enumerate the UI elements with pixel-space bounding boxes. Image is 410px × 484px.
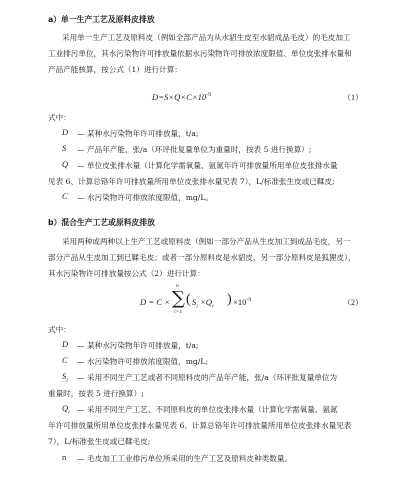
left-paren-icon: (: [186, 292, 191, 307]
formula-2-sub: i: [212, 303, 214, 310]
formula-1-body: D=S×Q×C×10: [152, 92, 207, 102]
symbol-main: S: [62, 372, 67, 381]
section-a-paragraph-line: 产品产能核算，按公式（1）进行计算：: [48, 65, 182, 74]
where-label: 式中：: [48, 325, 71, 334]
definition-text: — 采用不同生产工艺或者不同原料皮的产品年产能，张/a（环评批复量单位为: [77, 373, 338, 382]
formula-1-exponent: -9: [206, 92, 211, 99]
section-a-heading: a）单一生产工艺及原料皮排放: [48, 15, 155, 24]
definition-text: — 单位皮张排水量（计算化学需氧量、氨氮年许可排放量所用单位皮张排水量: [77, 161, 338, 170]
section-b-paragraph-line: 其水污染物许可排放量按公式（2）进行计算：: [48, 269, 205, 278]
formula-2-mid: ×Q: [197, 297, 213, 307]
formula-2-number: （2）: [343, 298, 363, 307]
definition-symbol: D: [62, 128, 69, 137]
definition-text-continued: 7），L/标准张生皮或已鞣毛皮;: [48, 437, 151, 446]
formula-2-s: S: [192, 297, 197, 307]
symbol-main: Q: [62, 404, 69, 413]
definition-text-continued: 见表 6、计算总铬年许可排放量所用单位皮张排水量见表 7），L/标准张生皮或已鞣皮;: [48, 177, 335, 186]
definition-text: — 毛皮加工工业排污单位所采用的生产工艺及原料皮种类数量。: [77, 454, 293, 463]
definition-symbol: [62, 373, 68, 384]
definition-symbol: [62, 405, 70, 416]
symbol-sub: i: [66, 377, 68, 384]
definition-text: — 水污染物许可排放浓度限值，mg/L;: [77, 357, 208, 366]
definition-symbol: D: [62, 340, 69, 349]
formula-2-body: [192, 298, 214, 310]
section-b-paragraph-line: 部分产品从生皮加工到已鞣毛皮；或者一部分原料皮是水貂皮，另一部分原料皮是狐狸皮），: [48, 253, 356, 262]
definition-text: — 采用不同生产工艺、不同原料皮的单位皮张排水量（计算化学需氧量、氨氮: [77, 405, 338, 414]
summation-icon: ∑: [172, 288, 185, 309]
where-label: 式中：: [48, 113, 71, 122]
definition-symbol: C: [62, 192, 68, 201]
section-a-paragraph-line: 工业排污单位，其水污染物许可排放量依据水污染物许可排放浓度限值、单位皮张排水量和: [48, 49, 352, 58]
symbol-sub: i: [68, 409, 70, 416]
definition-symbol: n: [62, 453, 67, 462]
formula-1: [152, 93, 211, 102]
right-paren-icon: ): [227, 292, 232, 307]
formula-2-exponent: -9: [246, 297, 252, 304]
sum-upper-limit: n: [176, 283, 179, 289]
definition-symbol: S: [62, 144, 67, 153]
formula-2-sub: i: [196, 303, 198, 310]
sum-lower-limit: i=1: [174, 309, 183, 315]
definition-text-continued: 重量时，按表 5 进行换算）;: [48, 389, 144, 398]
definition-text: — 某种水污染物年许可排放量，t/a;: [77, 341, 199, 350]
definition-text-continued: 年许可排放量所用单位皮张排水量见表 6、计算总铬年许可排放量所用单位皮张排水量见表: [48, 421, 352, 430]
formula-2-tail: [233, 298, 251, 307]
section-a-paragraph-line: 采用单一生产工艺及原料皮（例如全部产品为从水貂生皮至水貂成品毛皮）的毛皮加工: [62, 33, 351, 42]
section-b-paragraph-line: 采用两种或两种以上生产工艺或原料皮（例如一部分产品从生皮加工到成品毛皮，另一: [62, 237, 351, 246]
formula-1-number: （1）: [343, 93, 363, 102]
definition-text: — 水污染物许可排放浓度限值，mg/L。: [77, 193, 213, 202]
formula-2-lhs: D = C ×: [140, 297, 170, 307]
formula-2-tail-text: ×10: [233, 297, 247, 307]
section-b-heading: b）混合生产工艺或原料皮排放: [48, 218, 155, 227]
definition-symbol: C: [62, 356, 68, 365]
definition-text: — 某种水污染物年许可排放量，t/a;: [77, 129, 199, 138]
definition-symbol: Q: [62, 160, 69, 169]
definition-text: — 产品年产能，张/a（环评批复量单位为重量时，按表 5 进行换算）;: [77, 145, 312, 154]
